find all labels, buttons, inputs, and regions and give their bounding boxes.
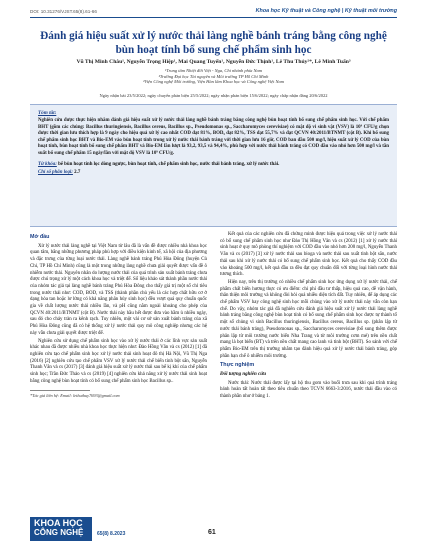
classification-code: 2.7 bbox=[74, 169, 81, 175]
affiliation-3: ³Viện Công nghệ Môi trường, Viện Hàn lâm Khoa học và Công nghệ Việt Nam bbox=[142, 79, 285, 85]
intro-paragraph-2: Nghiên cứu sử dụng chế phẩm sinh học vào xử lý nước thải ở các lĩnh vực sản xuất khác nhau đã được nhiều nhà khoa học thực hiện như: Đào Hồng Vân và cs (2012) [1] đã nghiên cứu tạo chế phẩm sinh học xử lý nước thải sinh hoạt đô thị Hà Nội, Vũ Thị Nga (2016) [2] nghiên cứu tạo chế phẩm VSV xử lý nước thải chế biến tinh bột sắn, Nguyễn Thanh Văn và cs (2017) [3] đánh giá hiệu suất xử lý nước thải sau bể kị khí của chế phẩm sinh học; Trần Đức Thảo và cs (2019) [4] nghiên cứu khả năng xử lý nước thải sinh hoạt bằng công nghệ bùn hoạt tính có bổ sung chế phẩm sinh học Bacillus sp.. bbox=[30, 338, 207, 384]
submission-dates: Ngày nhận bài 23/5/2022; ngày chuyển phản biện 25/5/2022; ngày nhận phản biện 15/6/2022; ngày chấp nhận đăng 20/6/2022 bbox=[99, 93, 328, 98]
classification-label: Chỉ số phân loại: bbox=[38, 169, 73, 175]
header-rule bbox=[30, 17, 397, 18]
corresponding-author-footnote: *Tác giả liên hệ: Email: lethuthuy7693@gmail.com bbox=[30, 393, 120, 399]
page-number: 61 bbox=[208, 529, 216, 536]
intro-paragraph-1: Xử lý nước thải làng nghề tại Việt Nam từ lâu đã là vấn đề được nhiều nhà khoa học quan tâm, bằng những phương pháp phù hợp với điều kiện kinh tế, xã hội của địa phương và đặc trưng của từng loại nước thải. Làng nghề bánh tráng Phú Hòa Đông (huyện Củ Chi, TP Hồ Chí Minh) cũng là một trong những làng nghề chưa giải quyết được vấn đề ô nhiễm nước thải. Nguyên nhân do lượng nước thải của quá trình sản xuất bánh tráng chưa được chú trọng xử lý một cách khoa học và triệt để. Số liệu khảo sát thành phần nước thải của nhóm tác giả tại làng nghề bánh tráng Phú Hòa Đông cho thấy giá trị một số chỉ tiêu trong nước thải như: COD, BOD, và TSS (thành phần chủ yếu là các hợp chất hữu cơ ở dạng hòa tan hoặc lơ lửng có khả năng phân hủy sinh học) đều vượt quá quy chuẩn quốc gia về chất lượng nước thải nhiều lần, và pH cũng nằm ngoài khoảng cho phép của QCVN 40:2011/BTNMT (cột B). Nước thải này hầu hết được đưa vào hầm ủ nhiều ngày, sau đó cho chảy tràn ra kênh rạch. Tuy nhiên, một vài cơ sở sản xuất bánh tráng của xã Phú Hòa Đông cũng đã có hệ thống xử lý nước thải quy mô công nghiệp nhưng các hệ này vẫn chưa giải quyết được triệt để. bbox=[30, 243, 207, 336]
journal-section-title: Khoa học Kỹ thuật và Công nghệ | Kỹ thuật môi trường bbox=[255, 8, 397, 14]
keywords-label: Từ khóa: bbox=[38, 161, 57, 167]
logo-line-2: CÔNG NGHỆ bbox=[34, 528, 84, 537]
affiliation-2: ²Trường Đại học Tài nguyên và Môi trường TP Hồ Chí Minh bbox=[158, 73, 269, 79]
body-paragraph-2: Hiện nay, trên thị trường có nhiều chế phẩm sinh học ứng dụng xử lý nước thải, chế phẩm chất biến hương thực có ưu điểm: chi phí đầu tư thấp, hiệu quả cao, dễ vận hành, thân thiện môi trường và không đòi hỏi quá nhiều diện tích đất. Tuy nhiên, để áp dụng các chế phẩm VSV hay công nghệ sinh học mỗi chủng vào xử lý nước thải này vẫn còn hạn chế. Do vậy, nhóm tác giả đã nghiên cứu đánh giá hiệu suất xử lý nước thải làng nghề bánh tráng bằng công nghệ bùn hoạt tính có bổ sung chế phẩm sinh học được tự thành tố một số chủng vi sinh Bacillus thuringiensis, Bacillus cereus, Bacillus sp. (phân lập từ nước thải bánh tráng), Pseudomonas sp., Saccharomyces cerevisiae (bổ sung thêm được phân lập từ môi trường nước biển Nha Trang và từ môi trường cơm mẻ) trên nền chất mang là bọt biển (BT) và trên nền chất mang cao lanh và tinh bột (BHT). So sánh với chế phẩm Bio-EM trên thị trường nhằm tạo đánh hiệu quả xử lý nước thải bánh tráng, góp phần hạn chế ô nhiễm môi trường. bbox=[220, 279, 397, 359]
page-footer bbox=[0, 517, 425, 554]
right-column bbox=[220, 232, 397, 402]
author-list: Vũ Thị Minh Châu¹, Nguyễn Trọng Hiệp¹, Mai Quang Tuyến¹, Nguyễn Đức Thịnh¹, Lê Thu Thủy²*, Lê Minh Tuấn³ bbox=[76, 59, 351, 65]
section-heading-methods: Thực nghiệm bbox=[220, 362, 255, 369]
page-header bbox=[0, 0, 425, 22]
doi-text: DOI: 10.31276/VJST.65(8).61-66 bbox=[30, 9, 97, 14]
logo-line-1: KHOA HỌC bbox=[34, 518, 83, 528]
section-heading-intro: Mở đầu bbox=[30, 234, 50, 240]
affiliation-1: ¹Trung tâm Nhiệt đới Việt - Nga, Chi nhánh phía Nam bbox=[164, 68, 263, 73]
abstract-box bbox=[30, 104, 397, 227]
keywords-text: bể bùn hoạt tính lọc dòng ngược, bùn hoạt tính, chế phẩm sinh học, nước thải bánh tráng, xử lý nước thải. bbox=[58, 161, 280, 167]
keywords bbox=[38, 162, 389, 168]
abstract-label: Tóm tắt: bbox=[38, 110, 57, 116]
classification bbox=[38, 170, 389, 175]
left-column bbox=[30, 232, 207, 400]
subsection-heading: Đối tượng nghiên cứu bbox=[220, 372, 267, 378]
body-paragraph-1: Kết quả của các nghiên cứu đã chứng minh được hiệu quả trong việc xử lý nước thải có bổ sung chế phẩm sinh học như Đào Thị Hồng Vân và cs (2012) [1] xử lý nước thải sinh hoạt ở quy mô phòng thí nghiệm với COD đầu vào nhỏ hơn 200 mg/l, Nguyễn Thanh Văn và cs (2017) [3] xử lý nước thải sau bioga và nước thải sau xuất tinh bột sắn, nước thải sau khi xử lý nước thải có bổ sung chế phẩm sinh học. Kết quả cho thấy COD đầu vào khoảng 500 mg/l, kết quả đầu ra đều đạt quy chuẩn đối với từng loại hình nước thải tương thích. bbox=[220, 232, 397, 278]
footnote-rule bbox=[30, 390, 90, 391]
abstract-text: Nghiên cứu được thực hiện nhằm đánh giá hiệu suất xử lý nước thải làng nghề bánh tráng bằng công nghệ bùn hoạt tính bổ sung chế phẩm sinh học. Với chế phẩm BHT (gồm các chủng: Bacillus thuringiensis, Bacillus cereus, Bacillus sp., Pseudomonas sp., Saccharomyces cerevisiae) có mật độ vi sinh vật (VSV) là 10⁹ CFU/g chọn được thời gian lưu thích hợp là 9 ngày cho hiệu quả xử lý cao nhất COD đạt 81%, BOD₅ đạt 82%, TSS đạt 55,7% và đạt QCVN 40:2011/BTNMT (cột B). Khi bổ sung chế phẩm sinh học BHT và Bio-EM vào bùn hoạt tính trong xử lý nước thải bánh tráng với thời gian lưu 16 giờ, COD ban đầu 500 mg/l, hiệu suất xử lý COD của bùn hoạt tính, bùn hoạt tính bổ sung chế phẩm BHT và Bio-EM lần lượt là 93,2, 93,5 và 94,4%, phù hợp với nước thải bánh tráng có COD đầu vào nhỏ hơn 500 mg/l và tần suất bổ sung chế phẩm 15 ngày/lần với mật độ VSV là 10⁹ CFU/g. bbox=[38, 118, 389, 156]
journal-logo bbox=[30, 517, 92, 541]
affiliations bbox=[30, 68, 397, 85]
issue-number: 65(8) 8.2023 bbox=[97, 531, 126, 537]
methods-paragraph: Nước thải: Nước thải được lấy tại hộ thu gom vào buổi trưa sau khi quá trình tráng bánh hoàn tất hoàn tất theo tiêu chuẩn theo TCVN 6663-3:2016, nước thải đầu vào có thành phần như ở bảng 1. bbox=[220, 380, 397, 400]
article-title: Đánh giá hiệu suất xử lý nước thải làng nghề bánh tráng bằng công nghệ bùn hoạt tính bổ sung chế phẩm sinh học bbox=[40, 30, 387, 56]
